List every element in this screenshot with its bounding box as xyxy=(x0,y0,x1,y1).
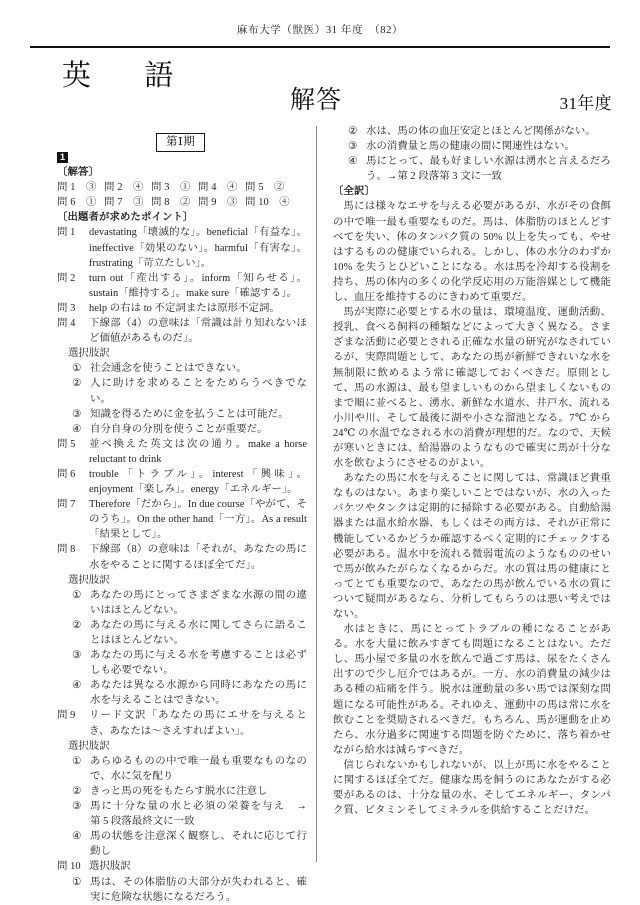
point-label: 問 3 xyxy=(57,302,76,314)
point-label: 問 9 xyxy=(57,710,76,722)
answer-row xyxy=(57,180,307,195)
choice-marker: ① xyxy=(72,876,82,888)
continued-choices xyxy=(333,124,611,184)
choice-item xyxy=(68,407,307,422)
point-entry xyxy=(57,301,307,316)
choice-text: 自分自身の分別を使うことが重要だ。 xyxy=(90,423,268,435)
choice-item xyxy=(68,588,307,618)
point-body: help の右は to 不定詞または原形不定詞。 xyxy=(89,302,280,314)
answer-cell: 問 4 ④ xyxy=(198,182,238,194)
choice-marker: ③ xyxy=(72,801,82,813)
column-divider xyxy=(316,126,317,862)
choice-text: 馬にとって、最も好ましい水源は湧水と言えるだろう。→第 2 段落第 3 文に一致 xyxy=(366,156,611,183)
page-running-head: 麻布大学（獣医）31 年度 （82） xyxy=(236,25,404,36)
choice-item xyxy=(344,124,611,139)
choice-text: あなたの馬にとってさまざまな水源の間の違いはほとんどない。 xyxy=(90,589,307,616)
point-label: 問 1 xyxy=(57,227,76,239)
point-entry xyxy=(57,859,307,874)
point-label: 問 2 xyxy=(57,272,76,284)
choice-marker: ① xyxy=(72,755,82,767)
point-body: turn out「産出する」。inform「知らせる」。sustain「維持する」。make sure「確認する」。 xyxy=(89,272,307,299)
term-box: 第Ⅰ期 xyxy=(156,133,205,152)
choice-item xyxy=(68,618,307,648)
choice-marker: ② xyxy=(72,785,82,797)
choice-text: きっと馬の死をもたらす脱水に注意し xyxy=(90,785,268,797)
masthead xyxy=(0,62,640,124)
point-label: 問 5 xyxy=(57,438,76,450)
choice-text: 馬に十分な量の水と必須の栄養を与え → 第 5 段落最終文に一致 xyxy=(90,801,318,828)
left-column xyxy=(57,150,318,905)
choice-marker: ③ xyxy=(72,650,82,662)
section-number: 1 xyxy=(57,152,68,163)
answer-cell: 問 1 ③ xyxy=(57,182,97,194)
choice-text: 知識を得るために金を払うことは可能だ。 xyxy=(90,408,289,420)
choice-text: あなたの馬に与える水を考慮することは必ずしも必要でない。 xyxy=(90,650,307,677)
answers-heading: 〔解答〕 xyxy=(57,167,99,179)
point-entry xyxy=(57,708,307,738)
choice-item xyxy=(68,875,307,905)
choice-text: 社会通念を使うことはできない。 xyxy=(90,363,247,375)
point-body: 並べ換えた英文は次の通り。make a horse reluctant to drink xyxy=(89,438,307,465)
header-rule xyxy=(30,46,610,48)
point-body: リード文訳「あなたの馬にエサを与えるとき、あなたは～さえすればよい」。 xyxy=(89,710,307,737)
point-body: 下線部（4）の意味は「常識は計り知れないほど価値があるものだ」。 xyxy=(89,318,307,345)
point-entry xyxy=(57,437,307,467)
answer-rows xyxy=(57,180,307,210)
answer-title: 解答 xyxy=(290,87,343,114)
choice-text: 馬は、その体脂肪の大部分が失われると、確実に危険な状態になるだろう。 xyxy=(90,876,307,903)
answer-cell: 問 9 ③ xyxy=(198,197,238,209)
choice-text: あなたは異なる水源から同時にあなたの馬に水を与えることはできない。 xyxy=(90,680,307,707)
year-label: 31年度 xyxy=(559,94,612,113)
choice-item xyxy=(68,829,307,859)
point-entry xyxy=(57,271,307,301)
point-entry xyxy=(57,542,307,572)
choice-item xyxy=(68,648,307,678)
answer-cell: 問 7 ③ xyxy=(104,197,144,209)
point-body: 選択肢訳 xyxy=(89,861,131,873)
translation-paragraph: あなたの馬に水を与えることに関しては、常識ほど貴重なものはない。あまり楽しいことではないが、水の入ったバケツやタンクは定期的に掃除する必要がある。自動給湯器または温水給水器、もしくはその両方は、それが正常に機能しているかどうか確認するべく定期的にチェックする必要がある。温水中を流れる微弱電流のようなもののせいで馬が飲みたがらなくなるからだ。水の質は馬の健康にとってとても重要なので、あなたの馬が飲んでいる水の質について疑問があるなら、分析してもらうのは悪い考えではない。 xyxy=(333,473,611,620)
choices-label: 選択肢訳 xyxy=(68,574,110,586)
point-entry xyxy=(57,467,307,497)
point-body: Therefore「だから」。In due course「やがて、そのうち」。On the other hand「一方」。As a result「結果として」。 xyxy=(89,499,307,541)
choice-item xyxy=(68,422,307,437)
translation-heading: 〔全訳〕 xyxy=(333,186,375,198)
choice-marker: ① xyxy=(72,363,82,375)
choice-text: 馬の状態を注意深く観察し、それに応じて行動し xyxy=(90,831,307,858)
choice-item xyxy=(68,361,307,376)
choice-text: 水の消費量と馬の健康の間に関連性はない。 xyxy=(366,141,575,153)
point-entry xyxy=(57,497,307,542)
translation-paragraphs xyxy=(333,199,611,818)
choice-text: 人に助けを求めることをためらうべきでない。 xyxy=(90,378,307,405)
translation-paragraph: 信じられないかもしれないが、以上が馬に水をやることに関するほぼ全てだ。健康な馬を飼うのにあなたがする必要があるのは、十分な量の水、そしてエネルギー、タンパク質、ビタミンそしてミネラルを供給することだけだ。 xyxy=(333,759,611,817)
choices-label: 選択肢訳 xyxy=(68,740,110,752)
points-list xyxy=(57,225,318,904)
choice-item xyxy=(68,799,318,829)
answer-cell: 問 5 ② xyxy=(245,182,285,194)
choice-item xyxy=(68,376,307,406)
choice-marker: ④ xyxy=(72,423,82,435)
choice-item xyxy=(68,784,307,799)
answer-cell: 問 10 ④ xyxy=(245,197,290,209)
answer-row xyxy=(57,195,307,210)
choice-item xyxy=(344,154,611,184)
choice-marker: ③ xyxy=(72,408,82,420)
point-label: 問 4 xyxy=(57,318,76,330)
translation-paragraph: 馬には様々なエサを与える必要があるが、水がその食餌の中で唯一最も重要なものだ。馬は、体脂肪のほとんどすべてを失い、体のタンパク質の 50% 以上を失っても、やせはするものの健康でいられる。しかし、体の水分のわずか 10% を失うとひどいことになる。水は馬を冷却する役割を持ち、馬の体内の多くの化学反応用の万能溶媒として機能し、血圧を維持するのにきわめて重要だ。 xyxy=(333,201,611,304)
point-label: 問 8 xyxy=(57,544,76,556)
choices-label: 選択肢訳 xyxy=(68,348,110,360)
choice-text: 水は、馬の体の血圧安定とほとんど関係がない。 xyxy=(366,126,596,137)
answer-cell: 問 2 ④ xyxy=(104,182,144,194)
choice-marker: ② xyxy=(72,378,82,390)
choice-marker: ④ xyxy=(348,156,358,168)
choice-item xyxy=(68,678,307,708)
choice-item xyxy=(68,754,307,784)
answer-cell: 問 3 ① xyxy=(151,182,191,194)
translation-paragraph: 水はときに、馬にとってトラブルの種になることがある。水を大量に飲みすぎても問題になることはない。ただし、馬小屋で多量の水を飲んで過ごす馬は、尿をたくさん出すので少し厄介ではあるが。一方、水の消費量の減少はある種の疝痛を伴う。脱水は運動量の多い馬では深刻な問題になる可能性がある。それゆえ、運動中の馬は常に水を飲むことを奨励されるべきだ。もちろん、馬が運動を止めたら、水分過多に関連する問題を防ぐために、落ち着かせながら給水は減らすべきだ。 xyxy=(333,624,611,756)
choice-marker: ② xyxy=(348,126,358,137)
point-label: 問 6 xyxy=(57,468,76,480)
translation-paragraph: 馬が実際に必要とする水の量は、環境温度、運動活動、授乳、食べる飼料の種類などによって大きく異なる。さまざまな活動に必要とされる正確な水量の研究がなされているが、実際問題として、あなたの馬が新鮮できれいな水を無制限に飲めるよう常に確認しておくべきだ。原則として、馬の水源は、最も望ましいものから望ましくないものまで順に並べると、湧水、新鮮な水道水、井戸水、流れる小川や川、そして最後に湖や小さな溜池となる。7℃ から 24℃ の水温でなされる水の消費が理想的だ。なので、天候が寒いときには、給湯器のようなもので確実に馬が十分な水を飲むようにさせるのがよい。 xyxy=(333,307,611,470)
right-column xyxy=(333,124,611,818)
choice-marker: ② xyxy=(72,619,82,631)
choice-marker: ③ xyxy=(348,141,358,153)
point-label: 問 10 xyxy=(57,861,81,873)
choice-marker: ④ xyxy=(72,831,82,843)
subject-title: 英 語 xyxy=(62,60,186,92)
point-body: 下線部（8）の意味は「それが、あなたの馬に水をやることに関するほぼ全てだ」。 xyxy=(89,544,307,571)
point-entry xyxy=(57,225,307,270)
choice-item xyxy=(344,139,611,154)
point-label: 問 7 xyxy=(57,499,76,511)
answer-cell: 問 6 ① xyxy=(57,197,97,209)
choice-text: あなたの馬に与える水に関してさらに語ることはほとんどない。 xyxy=(90,619,307,646)
choice-marker: ④ xyxy=(72,680,82,692)
point-body: devastating「壊滅的な」。beneficial「有益な」。ineffective「効果のない」。harmful「有害な」。frustrating「苛立たしい」。 xyxy=(89,227,307,269)
point-body: trouble「トラブル」。interest「興味」。enjoyment「楽しみ」。energy「エネルギー」。 xyxy=(89,468,307,496)
point-entry xyxy=(57,316,307,346)
points-heading: 〔出題者が求めたポイント〕 xyxy=(57,212,194,224)
answer-cell: 問 8 ② xyxy=(151,197,191,209)
choice-marker: ① xyxy=(72,589,82,601)
choice-text: あらゆるものの中で唯一最も重要なものなので、水に気を配り xyxy=(90,755,307,782)
